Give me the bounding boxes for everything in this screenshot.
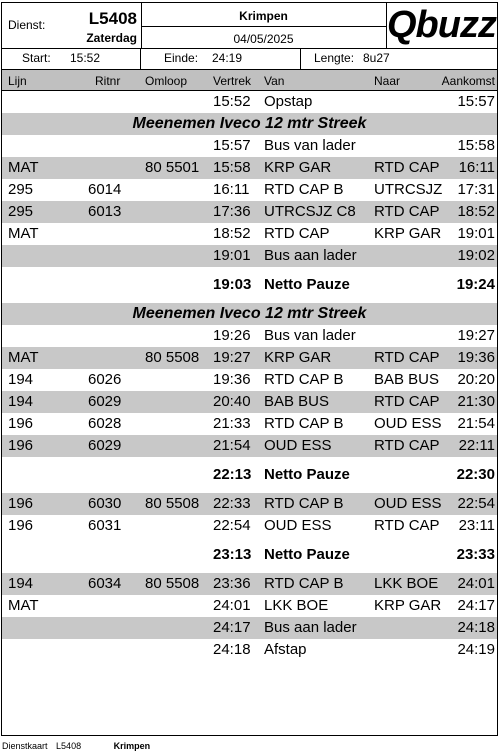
lijn-cell: 194 <box>8 575 34 592</box>
footer <box>2 741 150 751</box>
naar-cell: RTD CAP <box>374 349 440 366</box>
naar-cell: RTD CAP <box>374 159 440 176</box>
col-aankomst: Aankomst <box>441 74 495 88</box>
vertrek-cell: 24:18 <box>213 641 251 658</box>
aankomst-cell: 15:57 <box>457 93 495 110</box>
start-value: 15:52 <box>70 51 101 65</box>
vertrek-cell: 19:36 <box>213 371 251 388</box>
dienst-day: Zaterdag <box>86 31 137 45</box>
end-label: Einde: <box>164 51 199 65</box>
van-cell: OUD ESS <box>264 437 332 454</box>
ritnr-cell: 6029 <box>88 393 122 410</box>
aankomst-cell: 24:17 <box>457 597 495 614</box>
ritnr-cell: 6014 <box>88 181 122 198</box>
van-cell: Netto Pauze <box>264 466 350 483</box>
ritnr-cell: 6013 <box>88 203 122 220</box>
pause-row <box>2 464 497 486</box>
lijn-cell: 196 <box>8 437 34 454</box>
qbuzz-logo: Qbuzz <box>387 4 496 46</box>
vertrek-cell: 19:26 <box>213 327 251 344</box>
aankomst-cell: 24:18 <box>457 619 495 636</box>
footer-label: Dienstkaart <box>2 741 48 751</box>
start-label: Start: <box>22 51 51 65</box>
naar-cell: KRP GAR <box>374 597 442 614</box>
vertrek-cell: 19:03 <box>213 276 252 293</box>
table-row <box>2 179 497 201</box>
table-row <box>2 347 497 369</box>
location: Krimpen <box>239 9 288 23</box>
aankomst-cell: 20:20 <box>457 371 495 388</box>
table-row <box>2 515 497 537</box>
start-cell <box>2 48 141 69</box>
ritnr-cell: 6029 <box>88 437 122 454</box>
ritnr-cell: 6028 <box>88 415 122 432</box>
info-bar <box>2 48 497 70</box>
lijn-cell: MAT <box>8 159 39 176</box>
vertrek-cell: 19:01 <box>213 247 251 264</box>
omloop-cell: 80 5508 <box>145 349 200 366</box>
aankomst-cell: 19:01 <box>457 225 495 242</box>
van-cell: RTD CAP B <box>264 415 344 432</box>
location-date-cell <box>141 3 387 48</box>
length-label: Lengte: <box>314 51 355 65</box>
table-row <box>2 245 497 267</box>
aankomst-cell: 18:52 <box>457 203 495 220</box>
naar-cell: BAB BUS <box>374 371 440 388</box>
omloop-cell: 80 5508 <box>145 495 200 512</box>
van-cell: Opstap <box>264 93 313 110</box>
lijn-cell: 196 <box>8 495 34 512</box>
van-cell: RTD CAP B <box>264 575 344 592</box>
aankomst-cell: 15:58 <box>457 137 495 154</box>
van-cell: KRP GAR <box>264 349 332 366</box>
naar-cell: RTD CAP <box>374 203 440 220</box>
van-cell: Afstap <box>264 641 307 658</box>
card-header <box>2 3 497 49</box>
van-cell: Bus aan lader <box>264 619 357 636</box>
van-cell: Netto Pauze <box>264 276 350 293</box>
van-cell: Bus van lader <box>264 327 356 344</box>
ritnr-cell: 6031 <box>88 517 122 534</box>
aankomst-cell: 17:31 <box>457 181 495 198</box>
vertrek-cell: 22:13 <box>213 466 252 483</box>
naar-cell: RTD CAP <box>374 437 440 454</box>
aankomst-cell: 21:54 <box>457 415 495 432</box>
aankomst-cell: 19:36 <box>457 349 495 366</box>
pause-row <box>2 274 497 296</box>
omloop-cell: 80 5501 <box>145 159 200 176</box>
naar-cell: OUD ESS <box>374 495 442 512</box>
vertrek-cell: 15:52 <box>213 93 251 110</box>
table-row <box>2 617 497 639</box>
end-cell <box>141 48 301 69</box>
vertrek-cell: 22:33 <box>213 495 251 512</box>
ritnr-cell: 6026 <box>88 371 122 388</box>
lijn-cell: 194 <box>8 371 34 388</box>
naar-cell: RTD CAP <box>374 393 440 410</box>
van-cell: KRP GAR <box>264 159 332 176</box>
vertrek-cell: 17:36 <box>213 203 251 220</box>
vertrek-cell: 20:40 <box>213 393 251 410</box>
section-header <box>2 303 497 325</box>
lijn-cell: 194 <box>8 393 34 410</box>
table-row <box>2 595 497 617</box>
pause-row <box>2 544 497 566</box>
vertrek-cell: 18:52 <box>213 225 251 242</box>
aankomst-cell: 19:27 <box>457 327 495 344</box>
lijn-cell: MAT <box>8 225 39 242</box>
column-header-row <box>2 70 497 91</box>
col-naar: Naar <box>374 74 401 88</box>
schedule-table <box>2 91 497 661</box>
lijn-cell: 196 <box>8 517 34 534</box>
table-row <box>2 493 497 515</box>
naar-cell: OUD ESS <box>374 415 442 432</box>
vertrek-cell: 15:58 <box>213 159 251 176</box>
dienst-label: Dienst: <box>8 18 46 32</box>
van-cell: LKK BOE <box>264 597 329 614</box>
divider <box>141 26 386 27</box>
section-title: Meenemen Iveco 12 mtr Streek <box>132 115 367 132</box>
aankomst-cell: 16:11 <box>458 159 495 176</box>
van-cell: Bus aan lader <box>264 247 357 264</box>
aankomst-cell: 22:54 <box>457 495 495 512</box>
van-cell: RTD CAP <box>264 225 330 242</box>
table-row <box>2 223 497 245</box>
vertrek-cell: 15:57 <box>213 137 251 154</box>
vertrek-cell: 23:36 <box>213 575 251 592</box>
table-row <box>2 573 497 595</box>
table-row <box>2 91 497 113</box>
col-van: Van <box>264 74 285 88</box>
aankomst-cell: 19:24 <box>456 276 495 293</box>
aankomst-cell: 23:33 <box>456 546 495 563</box>
van-cell: UTRCSJZ C8 <box>264 203 356 220</box>
aankomst-cell: 22:11 <box>458 437 495 454</box>
table-row <box>2 435 497 457</box>
col-omloop: Omloop <box>145 74 188 88</box>
van-cell: RTD CAP B <box>264 371 344 388</box>
col-ritnr: Ritnr <box>95 74 121 88</box>
vertrek-cell: 22:54 <box>213 517 251 534</box>
aankomst-cell: 24:19 <box>457 641 495 658</box>
aankomst-cell: 24:01 <box>457 575 495 592</box>
table-row <box>2 157 497 179</box>
aankomst-cell: 19:02 <box>457 247 495 264</box>
dienst-code: L5408 <box>88 9 137 28</box>
footer-location: Krimpen <box>113 741 151 751</box>
van-cell: Netto Pauze <box>264 546 350 563</box>
table-row <box>2 391 497 413</box>
aankomst-cell: 22:30 <box>456 466 495 483</box>
vertrek-cell: 24:17 <box>213 619 251 636</box>
col-lijn: Lijn <box>8 74 27 88</box>
table-row <box>2 135 497 157</box>
col-vertrek: Vertrek <box>213 74 252 88</box>
section-title: Meenemen Iveco 12 mtr Streek <box>132 305 367 322</box>
van-cell: RTD CAP B <box>264 495 344 512</box>
end-value: 24:19 <box>212 51 243 65</box>
section-header <box>2 113 497 135</box>
date: 04/05/2025 <box>233 32 294 46</box>
van-cell: BAB BUS <box>264 393 330 410</box>
aankomst-cell: 21:30 <box>457 393 495 410</box>
length-cell <box>301 48 497 69</box>
van-cell: RTD CAP B <box>264 181 344 198</box>
duty-card <box>1 2 498 736</box>
naar-cell: LKK BOE <box>374 575 439 592</box>
lijn-cell: MAT <box>8 597 39 614</box>
ritnr-cell: 6030 <box>88 495 122 512</box>
table-row <box>2 325 497 347</box>
lijn-cell: 295 <box>8 203 34 220</box>
naar-cell: UTRCSJZ <box>374 181 443 198</box>
table-row <box>2 369 497 391</box>
omloop-cell: 80 5508 <box>145 575 200 592</box>
duty-cell <box>2 3 142 48</box>
lijn-cell: MAT <box>8 349 39 366</box>
van-cell: OUD ESS <box>264 517 332 534</box>
length-value: 8u27 <box>363 51 390 65</box>
lijn-cell: 295 <box>8 181 34 198</box>
naar-cell: RTD CAP <box>374 517 440 534</box>
logo-cell <box>386 3 497 48</box>
vertrek-cell: 23:13 <box>213 546 252 563</box>
vertrek-cell: 24:01 <box>213 597 251 614</box>
table-row <box>2 201 497 223</box>
van-cell: Bus van lader <box>264 137 356 154</box>
table-row <box>2 639 497 661</box>
naar-cell: KRP GAR <box>374 225 442 242</box>
lijn-cell: 196 <box>8 415 34 432</box>
vertrek-cell: 21:54 <box>213 437 251 454</box>
footer-code: L5408 <box>56 741 82 751</box>
table-row <box>2 413 497 435</box>
ritnr-cell: 6034 <box>88 575 122 592</box>
vertrek-cell: 16:11 <box>213 181 250 198</box>
vertrek-cell: 21:33 <box>213 415 251 432</box>
vertrek-cell: 19:27 <box>213 349 251 366</box>
aankomst-cell: 23:11 <box>458 517 495 534</box>
